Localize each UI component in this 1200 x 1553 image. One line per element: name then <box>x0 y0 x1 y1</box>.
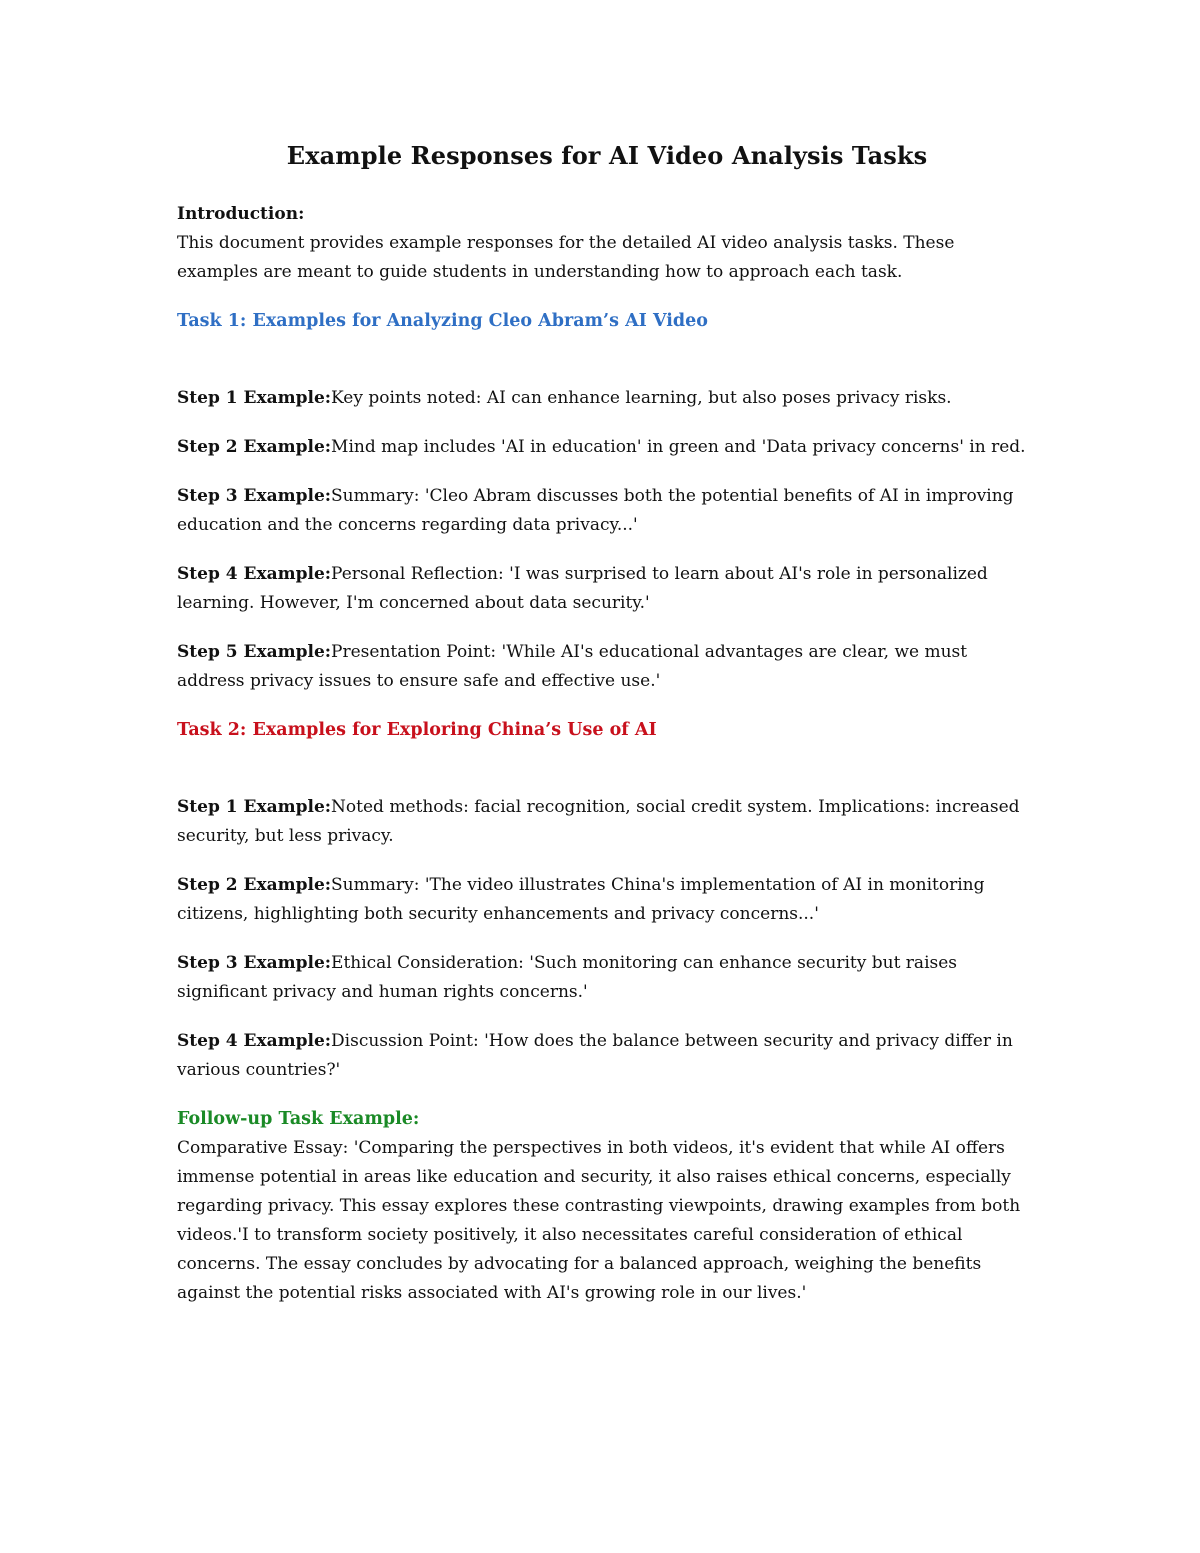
step-label: Step 1 Example: <box>177 797 332 818</box>
task1-heading: Task 1: Examples for Analyzing Cleo Abram’s AI Video <box>177 311 708 332</box>
followup-heading: Follow-up Task Example: <box>177 1109 420 1130</box>
task1-step-3 <box>177 482 1037 540</box>
step-label: Step 4 Example: <box>177 564 332 585</box>
introduction-heading: Introduction: <box>177 204 305 225</box>
step-text: Key points noted: AI can enhance learning, but also poses privacy risks. <box>331 388 952 409</box>
document-title: Example Responses for AI Video Analysis Tasks <box>286 141 928 170</box>
step-label: Step 3 Example: <box>177 953 332 974</box>
step-text: Ethical Consideration: 'Such monitoring can enhance security but raises significant privacy and human rights concerns.' <box>177 953 958 1003</box>
step-text: Summary: 'Cleo Abram discusses both the potential benefits of AI in improving education and the concerns regarding data privacy...' <box>177 486 1014 536</box>
task2-step-4 <box>177 1027 1037 1085</box>
task1-step-2 <box>177 433 1037 462</box>
task1-step-1 <box>177 384 1037 413</box>
task1-step-5 <box>177 638 1037 696</box>
task1-step-4 <box>177 560 1037 618</box>
step-label: Step 2 Example: <box>177 437 332 458</box>
task2-step-1 <box>177 793 1037 851</box>
step-text: Noted methods: facial recognition, social credit system. Implications: increased security, but less privacy. <box>177 797 1020 847</box>
introduction-text: This document provides example responses for the detailed AI video analysis tasks. These examples are meant to guide students in understanding how to approach each task. <box>177 233 955 283</box>
step-text: Presentation Point: 'While AI's educational advantages are clear, we must address privacy issues to ensure safe and effective use.' <box>177 642 968 692</box>
task2-step-3 <box>177 949 1037 1007</box>
step-text: Discussion Point: 'How does the balance between security and privacy differ in various countries?' <box>177 1031 1013 1081</box>
step-label: Step 3 Example: <box>177 486 332 507</box>
step-label: Step 2 Example: <box>177 875 332 896</box>
document-page <box>177 140 1037 1308</box>
followup-text: Comparative Essay: 'Comparing the perspectives in both videos, it's evident that while AI offers immense potential in areas like education and security, it also raises ethical concerns, especially regarding privacy. This essay explores these contrasting viewpoints, drawing examples from both videos.'I to transform society positively, it also necessitates careful consideration of ethical concerns. The essay concludes by advocating for a balanced approach, weighing the benefits against the potential risks associated with AI's growing role in our lives.' <box>177 1138 1021 1304</box>
step-text: Summary: 'The video illustrates China's implementation of AI in monitoring citizens, highlighting both security enhancements and privacy concerns...' <box>177 875 985 925</box>
step-label: Step 5 Example: <box>177 642 332 663</box>
step-label: Step 1 Example: <box>177 388 332 409</box>
step-label: Step 4 Example: <box>177 1031 332 1052</box>
task2-heading: Task 2: Examples for Exploring China’s Use of AI <box>177 720 657 741</box>
step-text: Mind map includes 'AI in education' in green and 'Data privacy concerns' in red. <box>331 437 1026 458</box>
step-text: Personal Reflection: 'I was surprised to learn about AI's role in personalized learning. However, I'm concerned about data security.' <box>177 564 988 614</box>
task2-step-2 <box>177 871 1037 929</box>
